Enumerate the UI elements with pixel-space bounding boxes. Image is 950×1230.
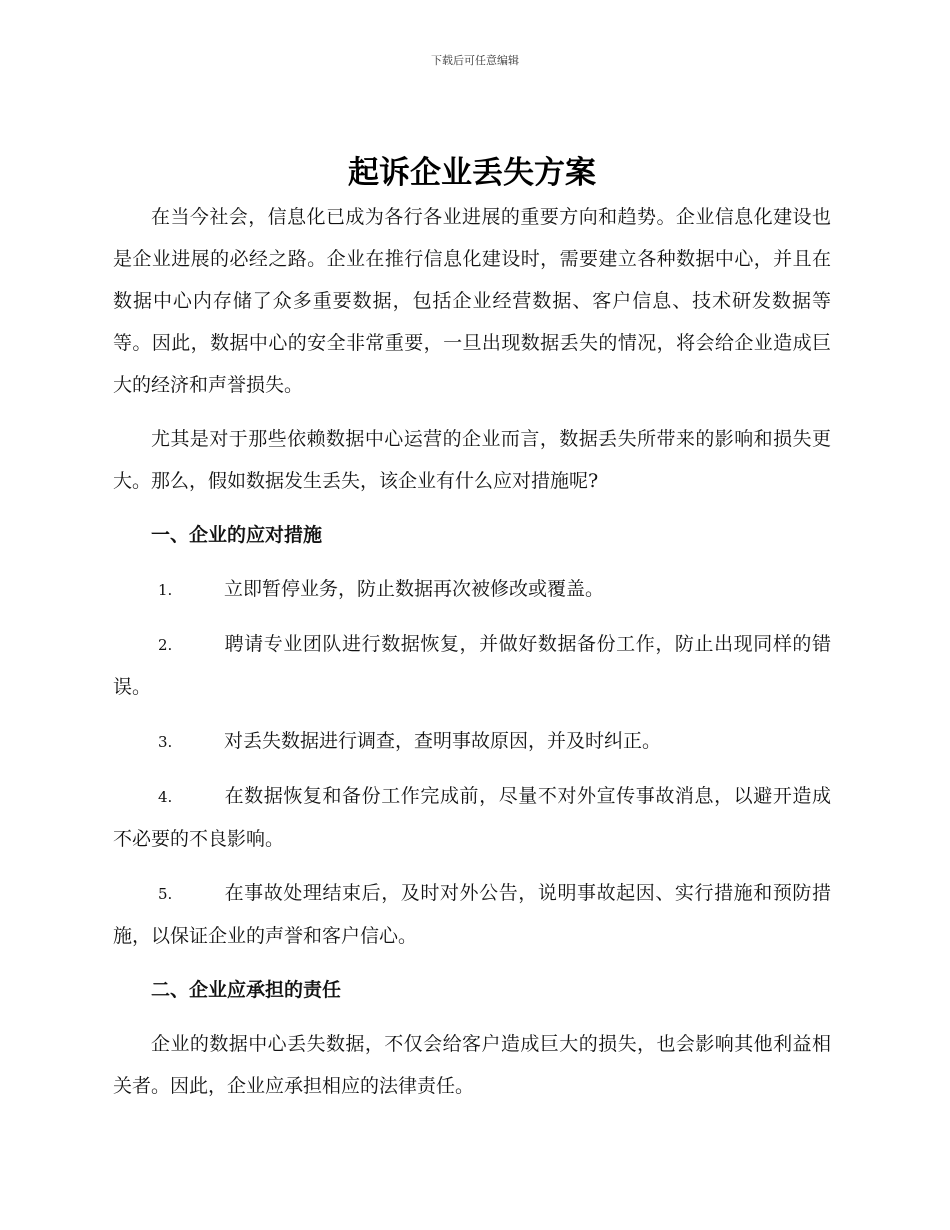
list-item-number: 4. xyxy=(158,788,173,806)
document-body xyxy=(113,150,831,1119)
list-item-text: 对丢失数据进行调查，查明事故原因，并及时纠正。 xyxy=(224,730,662,752)
intro-paragraph-2: 尤其是对于那些依赖数据中心运营的企业而言，数据丢失所带来的影响和损失更大。那么，假如数据发生丢失，该企业有什么应对措施呢? xyxy=(113,428,831,492)
list-item xyxy=(113,720,831,763)
list-item xyxy=(113,872,831,957)
list-item-text: 立即暂停业务，防止数据再次被修改或覆盖。 xyxy=(224,578,605,600)
section-heading-responsibility: 二、企业应承担的责任 xyxy=(151,979,342,1001)
list-item-text: 聘请专业团队进行数据恢复，并做好数据备份工作，防止出现同样的错误。 xyxy=(113,633,831,698)
list-item xyxy=(113,775,831,860)
list-item-text: 在数据恢复和备份工作完成前，尽量不对外宣传事故消息，以避开造成不必要的不良影响。 xyxy=(113,785,831,850)
page-header: 下载后可任意编辑 xyxy=(431,54,519,67)
list-item xyxy=(113,623,831,708)
document-title: 起诉企业丢失方案 xyxy=(348,155,596,191)
list-item-number: 3. xyxy=(158,733,173,751)
section-heading-measures: 一、企业的应对措施 xyxy=(151,524,323,546)
list-item-number: 5. xyxy=(158,885,173,903)
responsibility-paragraph: 企业的数据中心丢失数据，不仅会给客户造成巨大的损失，也会影响其他利益相关者。因此，企业应承担相应的法律责任。 xyxy=(113,1033,831,1097)
list-item-number: 2. xyxy=(158,636,173,654)
intro-paragraph-1: 在当今社会，信息化已成为各行各业进展的重要方向和趋势。企业信息化建设也是企业进展的必经之路。企业在推行信息化建设时，需要建立各种数据中心，并且在数据中心内存储了众多重要数据，包括企业经营数据、客户信息、技术研发数据等等。因此，数据中心的安全非常重要，一旦出现数据丢失的情况，将会给企业造成巨大的经济和声誉损失。 xyxy=(113,206,831,396)
list-item-number: 1. xyxy=(158,581,173,599)
list-item-text: 在事故处理结束后，及时对外公告，说明事故起因、实行措施和预防措施，以保证企业的声誉和客户信心。 xyxy=(113,882,831,947)
list-item xyxy=(113,568,831,611)
